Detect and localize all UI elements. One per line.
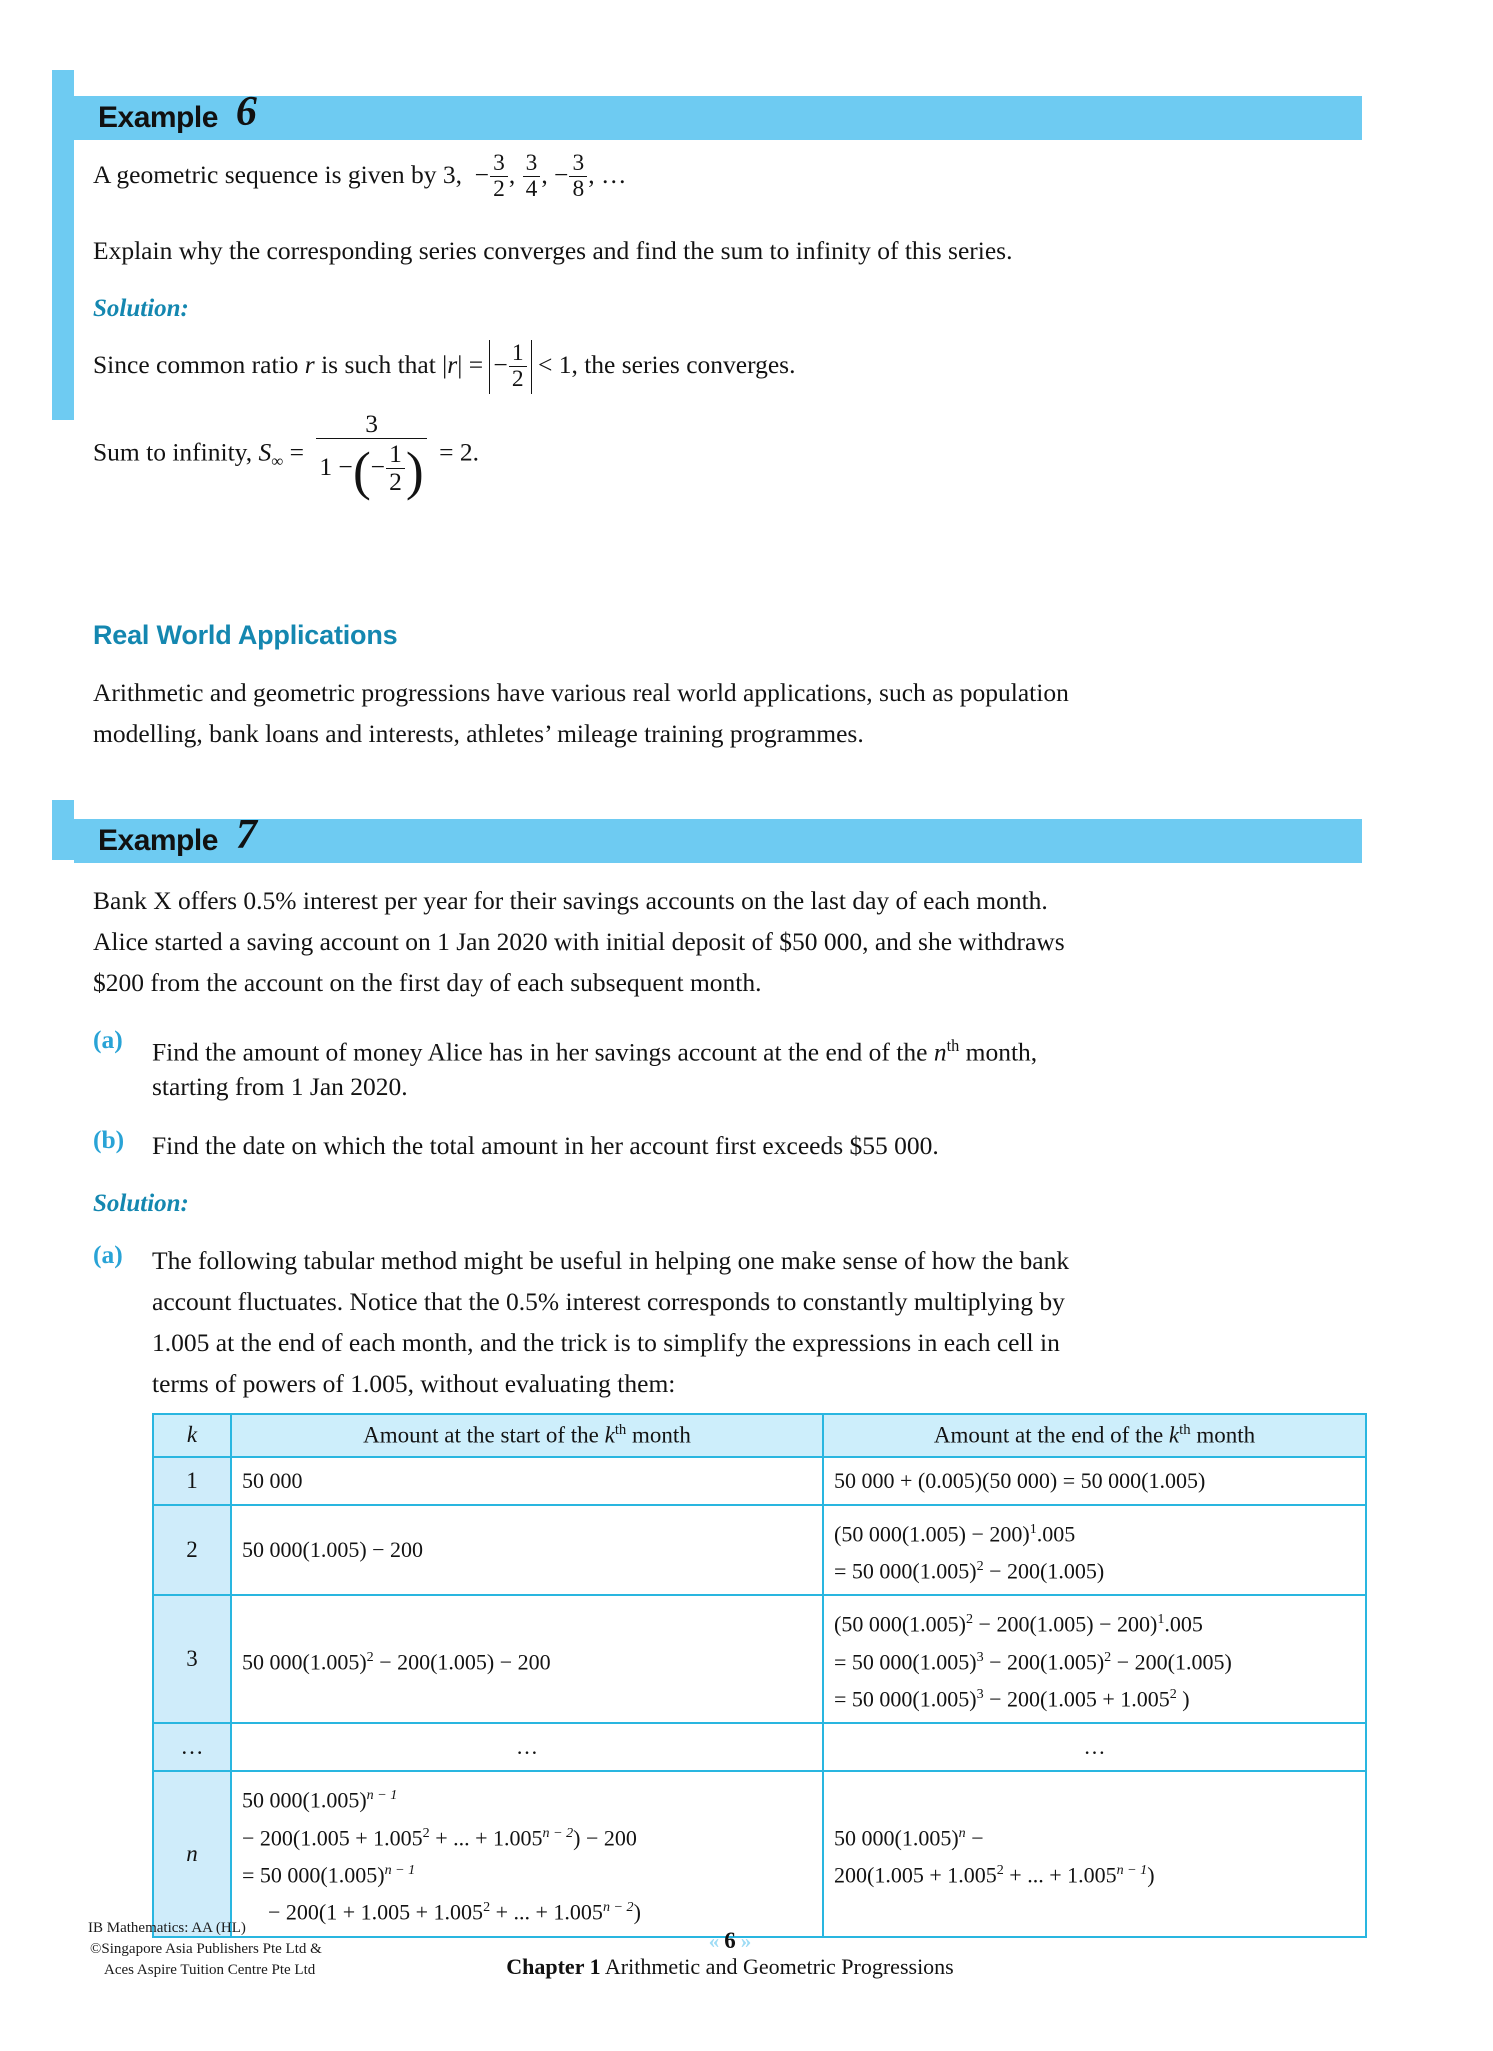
table-cell-k: …: [153, 1723, 231, 1771]
table-header-end-post: month: [1196, 1422, 1256, 1448]
example-7-stem-line-3: $200 from the account on the first day of each subsequent month.: [93, 968, 762, 997]
S-symbol: S: [258, 437, 272, 467]
table-header-end: [823, 1414, 1366, 1457]
part-a-th-sup: th: [946, 1036, 960, 1055]
infinity-subscript: ∞: [271, 451, 284, 471]
math-line: 50 $000(1.005)^{n - 1}$: [242, 1787, 398, 1813]
sol6-a: Since common ratio: [93, 349, 299, 379]
table-cell-end: [823, 1723, 1366, 1771]
example-7-sidebar-bar: [52, 800, 74, 860]
table-header-start: [231, 1414, 823, 1457]
sum-denominator: 1 −(− $\frac{1}{2}$ ): [316, 438, 426, 497]
solution-a-line-1: The following tabular method might be useful in helping one make sense of how the bank: [152, 1246, 1070, 1275]
table-header-end-var: k: [1168, 1422, 1180, 1448]
footer-chapter: [420, 1954, 1040, 1980]
sol6-c: | =: [457, 349, 484, 379]
table-row: [153, 1771, 1366, 1936]
table-cell-start: [231, 1505, 823, 1596]
part-b-marker: (b): [93, 1125, 125, 1154]
math-line: − $200(1.005 + 1.005^2$ + ... + $1.005^{n - 2}) - 200$: [242, 1824, 637, 1850]
table-row: [153, 1723, 1366, 1771]
part-a-text-pre: Find the amount of money Alice has in her savings account at the end of the: [152, 1037, 928, 1067]
example-6-solution-line-2: [93, 409, 1363, 501]
sol6-b: is such that |: [321, 349, 448, 379]
page-number: 6: [724, 1928, 736, 1953]
part-a-n-var: n: [933, 1037, 947, 1067]
example-7-number: 7: [235, 812, 257, 858]
example-7-label: Example: [98, 824, 218, 857]
math-line: …: [1083, 1734, 1106, 1760]
table-cell-k: 1: [153, 1457, 231, 1505]
math-line: (50 $000(1.005)^2 - 200(1.005) - 200)^1.005$: [834, 1611, 1203, 1637]
table-header-end-sup: th: [1179, 1422, 1191, 1438]
table-header-start-pre: Amount at the start of the: [363, 1422, 599, 1448]
real-world-body-line-2: modelling, bank loans and interests, athletes’ mileage training programmes.: [93, 719, 864, 748]
footer-line-1: IB Mathematics: AA (HL): [88, 1920, 246, 1936]
table-cell-end: [823, 1457, 1366, 1505]
math-line: …: [516, 1734, 538, 1760]
part-a-line-2: starting from 1 Jan 2020.: [152, 1072, 408, 1101]
table-header-start-post: month: [632, 1422, 691, 1448]
footer-page-number-wrap: [420, 1928, 1040, 1953]
table-body: [153, 1457, 1366, 1937]
math-line: = 50 $000(1.005)^3 - 200(1.005)^2 - 200(1.005)$: [834, 1648, 1232, 1674]
math-line: 50 000: [242, 1467, 303, 1493]
table-header-k: [153, 1414, 231, 1457]
seq-term-3: − $\frac{3}{8}$ , …: [554, 150, 627, 202]
math-line: = 50 $000(1.005)^{n - 1}$: [242, 1861, 416, 1888]
table-header-start-var: k: [604, 1422, 615, 1448]
sum-fraction: [316, 409, 426, 501]
part-b-line-1: Find the date on which the total amount in her account first exceeds $55 000.: [152, 1131, 939, 1160]
sol6-d: < 1, the series converges.: [537, 349, 796, 379]
example-6-label: Example: [98, 101, 218, 134]
table-cell-end: [823, 1505, 1366, 1596]
solution-a-line-2: account fluctuates. Notice that the 0.5% interest corresponds to constantly multiplying by: [152, 1287, 1065, 1316]
table-cell-start: [231, 1723, 823, 1771]
example-6-solution-line-1: Since common ratio r is such that |r| = − $\frac{1}{2}$ < 1, the series converges.: [93, 340, 1363, 394]
right-paren: ): [405, 440, 424, 501]
example-6-sidebar-bar: [52, 70, 74, 420]
math-line: = 50 $000(1.005)^3 - 200(1.005 + 1.005^2$ ): [834, 1685, 1190, 1712]
math-line: = 50 $000(1.005)^2 - 200(1.005)$: [834, 1557, 1105, 1584]
half-den: 2: [509, 366, 527, 392]
example-7-solution-label: Solution:: [93, 1190, 189, 1217]
sum-result: = 2.: [439, 437, 480, 467]
bank-balance-table: [152, 1413, 1367, 1938]
example-6-banner: [74, 89, 1362, 140]
example-6-instruction: Explain why the corresponding series converges and find the sum to infinity of this series.: [93, 236, 1013, 265]
math-line: 50 $000(1.005)^n$ −: [834, 1824, 984, 1850]
footer-line-3: Aces Aspire Tuition Centre Pte Ltd: [104, 1962, 316, 1978]
example-6-question: [93, 152, 1363, 202]
table-cell-end: [823, 1595, 1366, 1723]
footer-chapter-bold: Chapter 1: [506, 1954, 601, 1980]
footer-line-2: ©Singapore Asia Publishers Pte Ltd &: [90, 1941, 322, 1957]
footer-chapter-title: Arithmetic and Geometric Progressions: [604, 1954, 954, 1980]
table-cell-start: [231, 1595, 823, 1723]
footer-center-block: [420, 1928, 1040, 1981]
equals-1: =: [289, 437, 305, 467]
part-a-text-post: month,: [965, 1037, 1038, 1067]
real-world-applications-heading: Real World Applications: [93, 620, 398, 650]
part-a-marker: (a): [93, 1025, 123, 1054]
math-line: 50 $000(1.005)^2 - 200(1.005) - 200$: [242, 1648, 551, 1674]
absolute-value-bars: − $\frac{1}{2}$: [489, 340, 531, 394]
half-num: 1: [511, 340, 524, 366]
table-header-row: [153, 1414, 1366, 1457]
table-row: [153, 1457, 1366, 1505]
math-line: (50 000(1.005) − 200)$^1$.005: [834, 1520, 1076, 1546]
solution-a-line-4: terms of powers of 1.005, without evaluating them:: [152, 1369, 676, 1398]
table-cell-k: 2: [153, 1505, 231, 1596]
den-frac-den: 2: [386, 468, 405, 496]
table-cell-start: [231, 1457, 823, 1505]
left-paren: (: [352, 440, 371, 501]
table-cell-start: [231, 1771, 823, 1936]
table-row: [153, 1595, 1366, 1723]
math-line: 50 000 + (0.005)(50 000) = 50 000(1.005): [834, 1467, 1206, 1493]
example-7-banner: [74, 812, 1362, 863]
table-header-end-pre: Amount at the end of the: [933, 1422, 1164, 1448]
den-frac-num: 1: [389, 438, 402, 468]
math-line: − $200(1 + 1.005 + 1.005^2$ + ... + $1.005^{n - 2}$): [268, 1899, 641, 1925]
table-cell-k: n: [153, 1771, 231, 1936]
example-6-number: 6: [235, 89, 257, 135]
seq-term-1: − $\frac{3}{2}$ ,: [468, 150, 522, 202]
chevron-right-icon: »: [740, 1929, 752, 1953]
solution-a-line-3: 1.005 at the end of each month, and the trick is to simplify the expressions in each cell in: [152, 1328, 1060, 1357]
table-header-k-text: k: [186, 1422, 198, 1448]
example-6-question-prefix: A geometric sequence is given by 3,: [93, 159, 462, 189]
sum-to-infinity-text: Sum to infinity,: [93, 437, 253, 467]
example-7-stem-line-1: Bank X offers 0.5% interest per year for their savings accounts on the last day of each month.: [93, 886, 1048, 915]
example-7-stem-line-2: Alice started a saving account on 1 Jan 2020 with initial deposit of $50 000, and she withdraws: [93, 927, 1065, 956]
math-line: 50 000(1.005) − 200: [242, 1536, 424, 1562]
sum-numerator: 3: [365, 409, 378, 438]
table-cell-k: 3: [153, 1595, 231, 1723]
sol6-r-var: r: [304, 349, 315, 379]
math-line: $200(1.005 + 1.005^2$ + ... + $1.005^{n - 1}$): [834, 1861, 1155, 1888]
real-world-body-line-1: Arithmetic and geometric progressions have various real world applications, such as population: [93, 678, 1069, 707]
example-6-solution-label: Solution:: [93, 295, 189, 322]
table-cell-end: [823, 1771, 1366, 1936]
solution-a-marker: (a): [93, 1240, 123, 1269]
table-row: [153, 1505, 1366, 1596]
table-header-start-sup: th: [614, 1422, 627, 1438]
den-one-minus: 1 −: [319, 451, 353, 481]
seq-term-2: $\frac{3}{4}$ ,: [522, 160, 554, 189]
example-7-block: [52, 800, 1362, 860]
chevron-left-icon: «: [708, 1929, 720, 1953]
